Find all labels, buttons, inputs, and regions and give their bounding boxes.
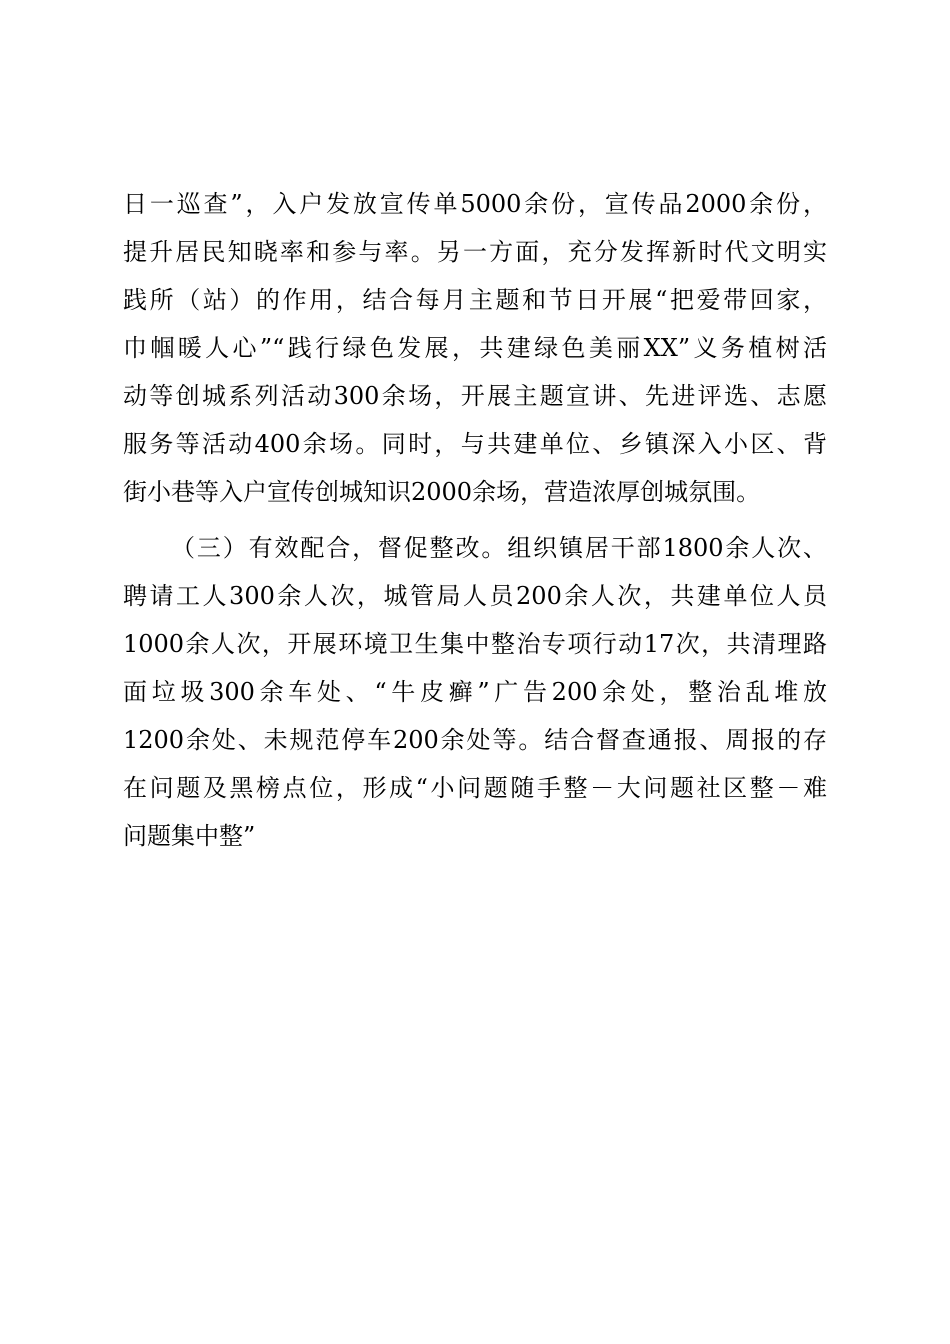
paragraph-3-line-2: 聘请工人300余人次，城管局人员200余人次，共建单位人员 [123,582,827,610]
paragraph-3-line-5: 1200余处、未规范停车200余处等。结合督查通报、周报的存 [123,726,827,754]
paragraph-3-line-6: 在问题及黑榜点位，形成“小问题随手整－大问题社区整－难 [123,774,827,802]
paragraph-2-line-2: 提升居民知晓率和参与率。另一方面，充分发挥新时代文明实 [123,238,827,266]
paragraph-2-line-4: 巾帼暖人心”“践行绿色发展，共建绿色美丽XX”义务植树活 [123,334,827,362]
paragraph-2-line-5: 动等创城系列活动300余场，开展主题宣讲、先进评选、志愿 [123,382,827,410]
paragraph-3-line-3: 1000余人次，开展环境卫生集中整治专项行动17次，共清理路 [123,630,827,658]
paragraph-2-line-1: 日一巡查”，入户发放宣传单5000余份，宣传品2000余份， [123,190,827,218]
paragraph-3-line-1: （三）有效配合，督促整改。组织镇居干部1800余人次、 [171,534,827,562]
paragraph-2-line-3: 践所（站）的作用，结合每月主题和节日开展“把爱带回家， [123,286,827,314]
paragraph-3-line-7: 问题集中整” [123,822,256,850]
paragraph-2-line-7: 街小巷等入户宣传创城知识2000余场，营造浓厚创城氛围。 [123,478,761,506]
paragraph-2-line-6: 服务等活动400余场。同时，与共建单位、乡镇深入小区、背 [123,430,827,458]
paragraph-3-line-4: 面垃圾300余车处、“牛皮癣”广告200余处，整治乱堆放 [123,678,827,706]
